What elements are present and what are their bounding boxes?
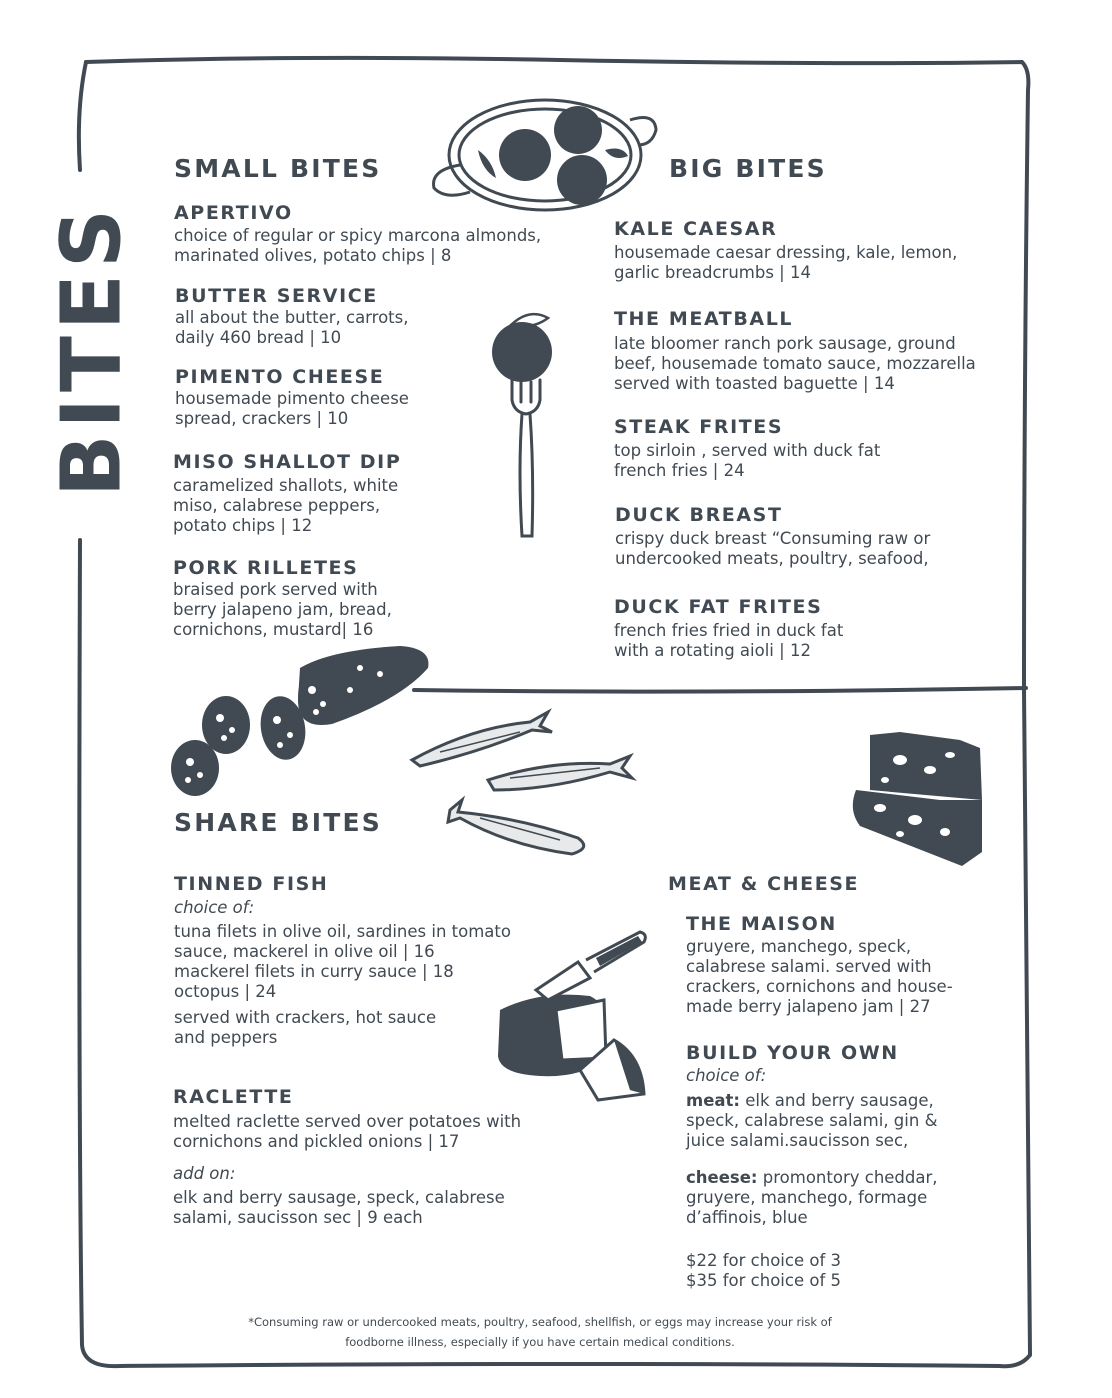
small-item-desc: all about the butter, carrots, daily 460 bread | 10 xyxy=(175,308,409,347)
small-item-name: MISO SHALLOT DIP xyxy=(173,451,402,473)
raclette-addon-label: add on: xyxy=(173,1164,236,1183)
build-meat-label: meat: xyxy=(686,1091,741,1110)
raclette-desc: melted raclette served over potatoes with cornichons and pickled onions | 17 xyxy=(173,1112,522,1151)
big-item-desc: top sirloin , served with duck fat french fries | 24 xyxy=(614,441,881,480)
build-cheese-desc: promontory cheddar, gruyere, manchego, formage d’affinois, blue xyxy=(686,1168,938,1227)
big-bites-title: BIG BITES xyxy=(669,154,827,183)
big-item-desc: housemade caesar dressing, kale, lemon, garlic breadcrumbs | 14 xyxy=(614,243,958,282)
raclette-addon: elk and berry sausage, speck, calabrese salami, saucisson sec | 9 each xyxy=(173,1188,505,1227)
big-item-name: DUCK BREAST xyxy=(615,504,783,526)
small-bites-title: SMALL BITES xyxy=(174,154,382,183)
raclette-name: RACLETTE xyxy=(173,1086,294,1108)
small-item-name: APERTIVO xyxy=(174,202,293,224)
build-meat-desc: elk and berry sausage, speck, calabrese salami, gin & juice salami.saucisson sec, xyxy=(686,1091,938,1150)
big-item-desc: crispy duck breast “Consuming raw or undercooked meats, poultry, seafood, xyxy=(615,529,931,568)
big-item-name: STEAK FRITES xyxy=(614,416,784,438)
build-cheese-label: cheese: xyxy=(686,1168,758,1187)
maison-name: THE MAISON xyxy=(686,913,837,935)
small-item-name: PORK RILLETES xyxy=(173,557,359,579)
build-price-3: $22 for choice of 3 xyxy=(686,1251,841,1270)
build-price-5: $35 for choice of 5 xyxy=(686,1271,841,1290)
tinned-fish-desc: tuna filets in olive oil, sardines in tomato sauce, mackerel in olive oil | 16 mackerel filets in curry sauce | 18 octopus | 24 xyxy=(174,922,511,1001)
build-name: BUILD YOUR OWN xyxy=(686,1042,899,1064)
footnote-line-1: *Consuming raw or undercooked meats, poultry, seafood, shellfish, or eggs may increase your risk of xyxy=(248,1315,832,1329)
meat-cheese-title: MEAT & CHEESE xyxy=(668,873,860,895)
big-item-name: THE MEATBALL xyxy=(614,308,794,330)
small-item-name: BUTTER SERVICE xyxy=(175,285,378,307)
build-meat xyxy=(686,1091,937,1151)
tinned-fish-name: TINNED FISH xyxy=(174,873,329,895)
share-bites-title: SHARE BITES xyxy=(174,808,383,837)
tinned-fish-choice: choice of: xyxy=(174,898,255,917)
big-item-name: DUCK FAT FRITES xyxy=(614,596,823,618)
footnote-line-2: foodborne illness, especially if you have certain medical conditions. xyxy=(345,1335,735,1349)
big-item-name: KALE CAESAR xyxy=(614,218,778,240)
small-item-desc: braised pork served with berry jalapeno jam, bread, cornichons, mustard| 16 xyxy=(173,580,392,639)
build-cheese xyxy=(686,1168,938,1228)
small-item-name: PIMENTO CHEESE xyxy=(175,366,385,388)
small-item-desc: housemade pimento cheese spread, crackers | 10 xyxy=(175,389,409,428)
big-item-desc: late bloomer ranch pork sausage, ground beef, housemade tomato sauce, mozzarella served with toasted baguette | 14 xyxy=(614,334,976,393)
big-item-desc: french fries fried in duck fat with a rotating aioli | 12 xyxy=(614,621,844,660)
small-item-desc: choice of regular or spicy marcona almonds, marinated olives, potato chips | 8 xyxy=(174,226,542,265)
build-choice: choice of: xyxy=(686,1066,767,1085)
tinned-fish-served: served with crackers, hot sauce and peppers xyxy=(174,1008,437,1047)
maison-desc: gruyere, manchego, speck, calabrese salami. served with crackers, cornichons and house- made berry jalapeno jam | 27 xyxy=(686,937,953,1016)
small-item-desc: caramelized shallots, white miso, calabrese peppers, potato chips | 12 xyxy=(173,476,399,535)
